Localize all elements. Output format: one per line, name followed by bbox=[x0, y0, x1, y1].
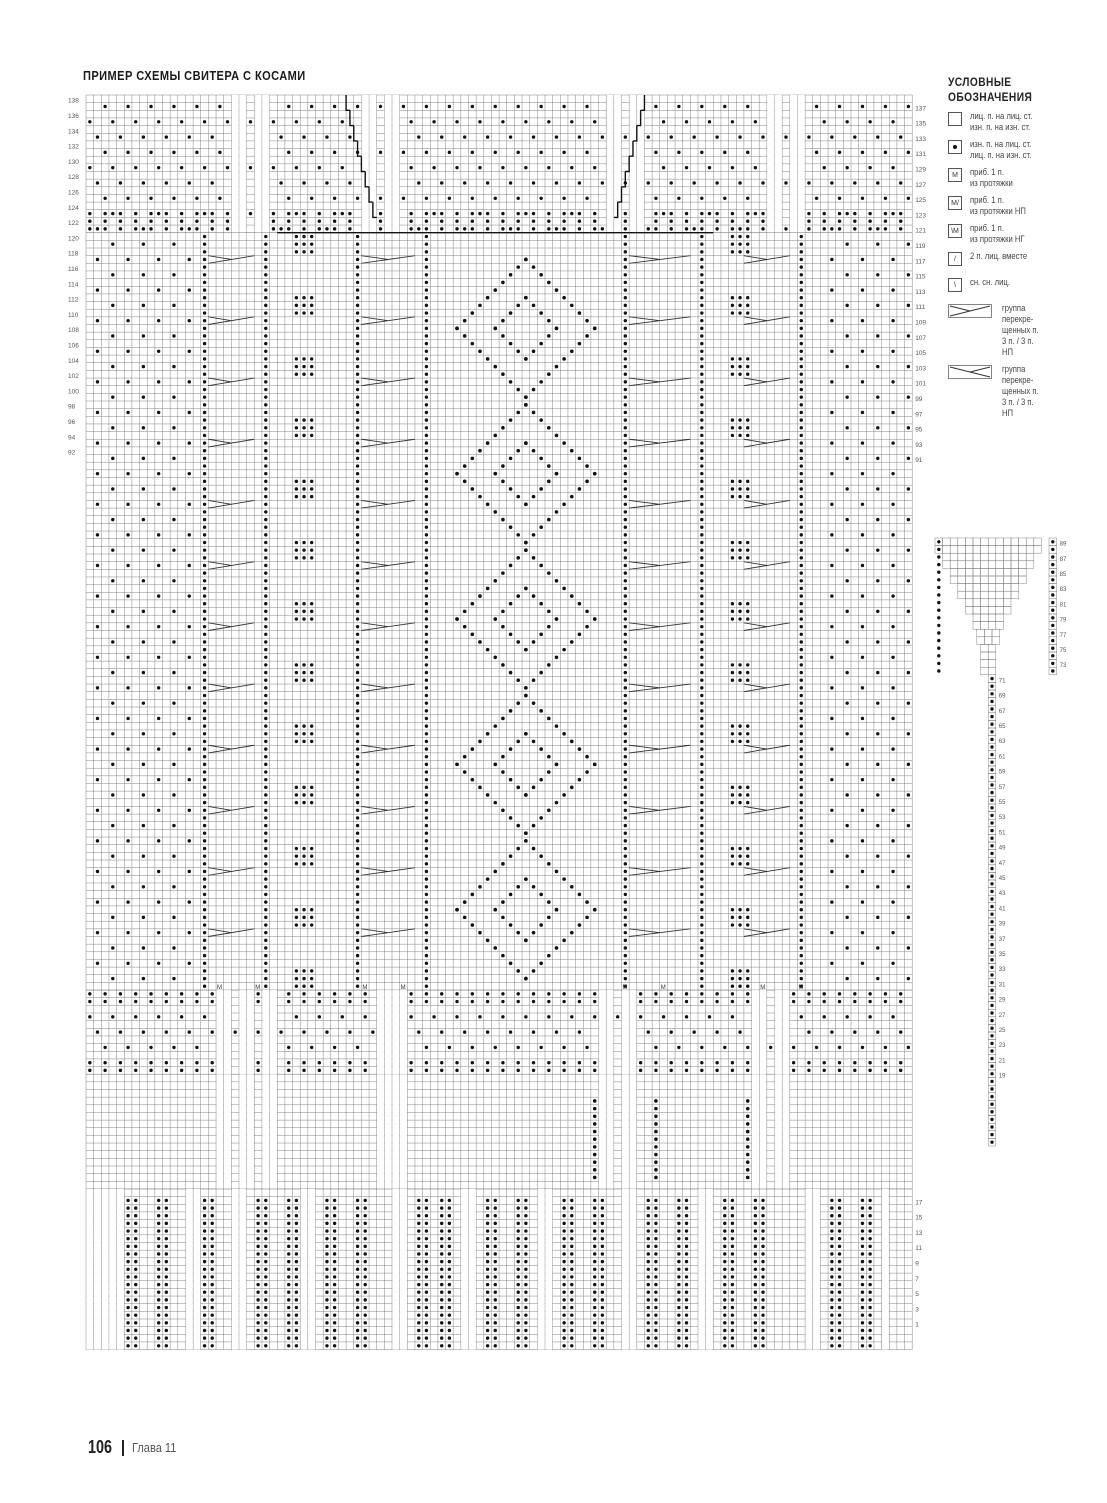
row-label: 67 bbox=[998, 708, 1006, 715]
row-label: 37 bbox=[998, 936, 1006, 943]
row-label: 105 bbox=[915, 350, 927, 358]
k2tog-symbol-icon: / bbox=[948, 252, 962, 266]
row-label: 59 bbox=[998, 769, 1006, 776]
row-label: 126 bbox=[68, 189, 79, 197]
row-label: 130 bbox=[68, 158, 79, 166]
row-label: 125 bbox=[915, 197, 927, 205]
row-label: 124 bbox=[68, 204, 79, 212]
row-label: 15 bbox=[915, 1214, 923, 1222]
row-label: 98 bbox=[68, 403, 76, 411]
legend-item-text: группа перекре- щенных п. 3 п. / 3 п. НП bbox=[1002, 364, 1039, 418]
row-label: 17 bbox=[915, 1199, 923, 1207]
increase-mark: M bbox=[760, 985, 766, 992]
page-number: 106 bbox=[88, 1437, 113, 1457]
legend-item-text: приб. 1 п. из протяжки НГ bbox=[970, 223, 1025, 244]
row-label: 104 bbox=[68, 357, 79, 365]
row-label: 1 bbox=[915, 1321, 919, 1329]
row-label: 83 bbox=[1059, 587, 1067, 594]
row-label: 41 bbox=[998, 906, 1006, 913]
row-label: 117 bbox=[915, 258, 926, 266]
legend-item-text: изн. п. на лиц. ст. лиц. п. на изн. ст. bbox=[970, 139, 1032, 160]
row-label: 91 bbox=[915, 457, 923, 465]
row-label: 7 bbox=[915, 1275, 919, 1283]
legend-item bbox=[948, 111, 1098, 133]
row-label: 113 bbox=[915, 288, 926, 296]
row-label: 25 bbox=[998, 1028, 1006, 1034]
row-label: 53 bbox=[998, 815, 1006, 822]
cable-left-icon bbox=[948, 365, 992, 379]
legend-item-text: 2 п. лиц. вместе bbox=[970, 251, 1028, 261]
row-label: 138 bbox=[68, 97, 79, 105]
row-label: 115 bbox=[915, 273, 926, 281]
row-label: 134 bbox=[68, 128, 79, 136]
row-label: 57 bbox=[998, 784, 1006, 791]
row-label: 55 bbox=[998, 800, 1006, 806]
increase-mark: M bbox=[255, 985, 261, 992]
increase-mark: M bbox=[622, 985, 628, 992]
legend-heading-line1: УСЛОВНЫЕ bbox=[948, 75, 1012, 89]
legend-heading bbox=[948, 75, 1076, 105]
mr-symbol-icon: \M bbox=[948, 224, 962, 238]
row-label: 73 bbox=[1059, 663, 1067, 670]
legend-item bbox=[948, 303, 1098, 358]
row-label: 97 bbox=[915, 411, 923, 419]
row-label: 3 bbox=[915, 1306, 919, 1314]
knit-symbol-icon bbox=[948, 112, 962, 126]
row-label: 61 bbox=[998, 754, 1006, 761]
legend-item bbox=[948, 251, 1098, 271]
row-label: 137 bbox=[915, 105, 927, 113]
row-label: 112 bbox=[68, 296, 79, 304]
chapter-label: Глава 11 bbox=[132, 1440, 177, 1455]
row-label: 135 bbox=[915, 120, 927, 128]
row-label: 71 bbox=[998, 678, 1006, 685]
row-label: 23 bbox=[998, 1043, 1006, 1050]
row-label: 87 bbox=[1059, 556, 1067, 563]
row-label: 31 bbox=[998, 982, 1006, 989]
row-label: 49 bbox=[998, 845, 1006, 852]
increase-mark: M bbox=[217, 985, 223, 992]
sleeve-chart bbox=[925, 530, 1075, 1220]
legend-item-text: группа перекре- щенных п. 3 п. / 3 п. НП bbox=[1002, 303, 1039, 357]
row-label: 116 bbox=[68, 265, 79, 273]
row-label: 93 bbox=[915, 441, 923, 449]
row-label: 119 bbox=[915, 243, 926, 250]
row-label: 136 bbox=[68, 112, 79, 120]
row-label: 65 bbox=[998, 724, 1006, 730]
row-label: 5 bbox=[915, 1291, 919, 1299]
legend-item bbox=[948, 167, 1098, 189]
row-label: 45 bbox=[998, 876, 1006, 882]
increase-mark: M bbox=[798, 985, 804, 992]
row-label: 94 bbox=[68, 434, 76, 442]
row-label: 27 bbox=[998, 1012, 1006, 1019]
row-label: 109 bbox=[915, 319, 927, 327]
legend-item-text: лиц. п. на лиц. ст. изн. п. на изн. ст. bbox=[970, 111, 1033, 132]
row-label: 35 bbox=[998, 952, 1006, 958]
row-label: 63 bbox=[998, 739, 1006, 746]
chart-grid bbox=[86, 95, 912, 1350]
row-label: 11 bbox=[915, 1245, 922, 1253]
legend-item bbox=[948, 223, 1098, 245]
row-label: 47 bbox=[998, 860, 1006, 867]
row-label: 77 bbox=[1059, 632, 1067, 639]
footer-separator bbox=[122, 1440, 124, 1456]
row-label: 101 bbox=[915, 380, 927, 388]
row-label: 92 bbox=[68, 449, 76, 457]
row-label: 118 bbox=[68, 250, 79, 258]
increase-mark: M bbox=[400, 985, 406, 992]
row-label: 39 bbox=[998, 921, 1006, 928]
legend bbox=[948, 75, 1098, 425]
legend-item-text: сн. сн. лиц. bbox=[970, 277, 1010, 287]
row-label: 69 bbox=[998, 693, 1006, 700]
lettering-motif bbox=[593, 1099, 750, 1179]
m-symbol-icon: M bbox=[948, 168, 962, 182]
row-label: 33 bbox=[998, 967, 1006, 974]
row-label: 75 bbox=[1059, 648, 1067, 654]
row-label: 85 bbox=[1059, 572, 1067, 578]
row-label: 110 bbox=[68, 311, 79, 319]
legend-item bbox=[948, 139, 1098, 161]
legend-item-text: приб. 1 п. из протяжки bbox=[970, 167, 1013, 188]
row-label: 89 bbox=[1059, 541, 1067, 548]
row-label: 100 bbox=[68, 388, 79, 396]
row-label: 95 bbox=[915, 426, 923, 434]
purl-symbol-icon bbox=[948, 140, 962, 154]
row-label: 106 bbox=[68, 342, 79, 350]
knitting-chart bbox=[68, 90, 928, 1380]
row-label: 19 bbox=[998, 1073, 1006, 1080]
legend-item bbox=[948, 364, 1098, 419]
row-label: 51 bbox=[998, 830, 1006, 837]
row-label: 132 bbox=[68, 143, 79, 151]
row-label: 99 bbox=[915, 396, 923, 403]
row-label: 103 bbox=[915, 365, 927, 373]
row-label: 29 bbox=[998, 997, 1006, 1004]
legend-heading-line2: ОБОЗНАЧЕНИЯ bbox=[948, 90, 1033, 104]
row-label: 127 bbox=[915, 181, 927, 189]
row-label: 96 bbox=[68, 418, 76, 426]
row-label: 121 bbox=[915, 227, 927, 235]
row-label: 102 bbox=[68, 373, 79, 381]
row-label: 114 bbox=[68, 281, 79, 289]
row-label: 107 bbox=[915, 334, 927, 342]
row-label: 13 bbox=[915, 1229, 923, 1237]
row-label: 122 bbox=[68, 220, 79, 228]
sleeve-grid bbox=[935, 538, 1057, 1146]
row-label: 21 bbox=[998, 1058, 1006, 1065]
diamond-motif bbox=[455, 258, 596, 981]
increase-mark: M bbox=[660, 985, 666, 992]
row-label: 81 bbox=[1059, 602, 1067, 609]
row-label: 129 bbox=[915, 166, 927, 174]
legend-item bbox=[948, 195, 1098, 217]
page-footer bbox=[88, 1437, 184, 1458]
row-label: 111 bbox=[915, 304, 926, 312]
legend-item-text: приб. 1 п. из протяжки НП bbox=[970, 195, 1026, 216]
row-label: 43 bbox=[998, 891, 1006, 898]
legend-item bbox=[948, 277, 1098, 297]
increase-mark: M bbox=[362, 985, 368, 992]
row-label: 128 bbox=[68, 174, 79, 182]
ssk-symbol-icon: \ bbox=[948, 278, 962, 292]
cable-right-icon bbox=[948, 304, 992, 318]
row-label: 120 bbox=[68, 235, 79, 243]
row-label: 9 bbox=[915, 1260, 919, 1268]
row-label: 131 bbox=[915, 151, 927, 159]
ml-symbol-icon: M/ bbox=[948, 196, 962, 210]
row-label: 108 bbox=[68, 327, 79, 335]
row-label: 133 bbox=[915, 135, 927, 143]
row-label: 79 bbox=[1059, 617, 1067, 624]
page-title: ПРИМЕР СХЕМЫ СВИТЕРА С КОСАМИ bbox=[83, 68, 306, 83]
row-label: 123 bbox=[915, 212, 927, 220]
